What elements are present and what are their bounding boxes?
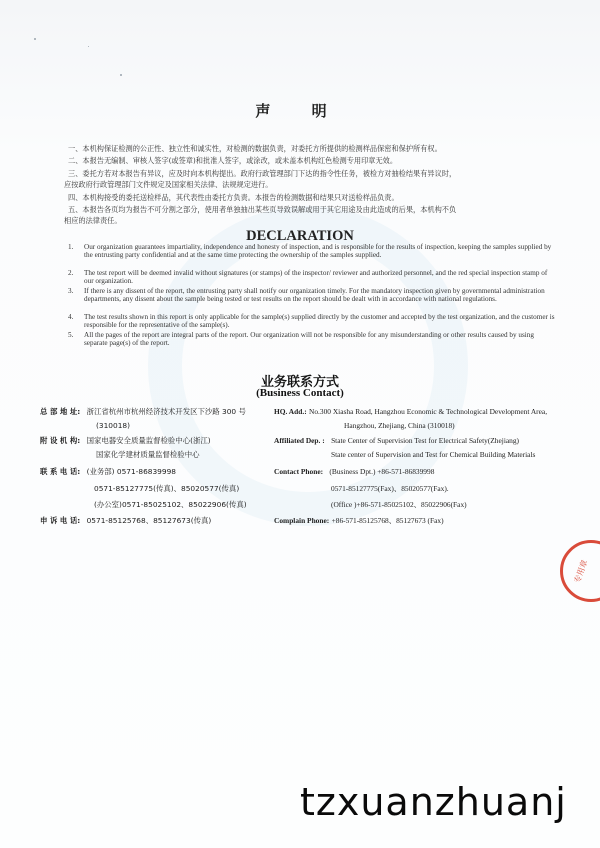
item-number: 3. — [68, 287, 74, 295]
scan-speck — [88, 46, 89, 47]
affiliated-en-2: State center of Supervision and Test for Chemical Building Materials — [331, 450, 536, 459]
item-text: If there is any dissent of the report, the entrusting party shall notify our organization timely. For the mandatory inspection given by governmental administration departments, any dissent about the sample being tested or test results on the report should be dealt with in accordance with national regulations. — [84, 287, 545, 303]
complain-label-en: Complain Phone: — [274, 516, 330, 525]
statement-line: 相应的法律责任。 — [64, 216, 122, 225]
hq-address-en-2: Hangzhou, Zhejiang, China (310018) — [344, 421, 455, 430]
item-text: Our organization guarantees impartiality, independence and honesty of inspection, and is responsible for the results of inspection, keeping the samples supplied by the entrusting party confidential and at the same time protecting the ownership of the samples supplied. — [84, 243, 552, 259]
contact-cn-2: 0571-85127775(传真)、85020577(传真) — [94, 484, 240, 493]
complain-phone-cn-row — [40, 516, 211, 526]
hq-address-en-row — [274, 407, 547, 417]
item-text: All the pages of the report are integral parts of the report. Our organization will not be responsible for any misunderstanding or other results caused by using separate page(s) of the report. — [84, 331, 534, 347]
statement-line: 四、本机构接受的委托送检样品，其代表性由委托方负责。本报告的检测数据和结果只对送检样品负责。 — [68, 193, 399, 202]
affiliated-en-row — [274, 436, 519, 446]
affiliated-label-cn: 附 设 机 构: — [40, 436, 81, 445]
watermark-text: tzxuanzhuanj — [300, 780, 567, 824]
statement-line: 应按政府行政管理部门文件规定及国家相关法律、法规规定进行。 — [64, 180, 273, 189]
contact-en-1: (Business Dpt.) +86-571-86839998 — [329, 467, 435, 476]
stamp-text: 专用章 — [572, 558, 590, 585]
scan-speck — [120, 74, 122, 76]
item-number: 5. — [68, 331, 74, 339]
declaration-item — [68, 243, 556, 269]
complain-en: +86-571-85125768、85127673 (Fax) — [331, 516, 444, 525]
item-number: 2. — [68, 269, 74, 277]
statement-line: 三、委托方若对本报告有异议，应及时向本机构提出。政府行政管理部门下达的指令性任务，被检方对抽检结果有异议时， — [68, 169, 457, 178]
declaration-item — [68, 287, 556, 313]
item-number: 4. — [68, 313, 74, 321]
affiliated-en-1: State Center of Supervision Test for Electrical Safety(Zhejiang) — [331, 436, 520, 445]
contact-cn-3: (办公室)0571-85025102、85022906(传真) — [94, 500, 247, 509]
declaration-item — [68, 269, 556, 287]
affiliated-cn-row — [40, 436, 211, 446]
hq-label-en: HQ. Add.: — [274, 407, 307, 416]
complain-label-cn: 申 诉 电 话: — [40, 516, 81, 525]
business-contact-title-en: (Business Contact) — [256, 387, 344, 399]
business-contact-title-cn: 业务联系方式 — [260, 375, 339, 390]
statement-title: 声 明 — [255, 102, 345, 120]
contact-cn-1: (业务部) 0571-86839998 — [86, 467, 176, 476]
hq-address-cn: 浙江省杭州市杭州经济技术开发区下沙路 300 号 — [86, 407, 246, 416]
declaration-item — [68, 313, 556, 331]
declaration-item — [68, 331, 556, 349]
contact-en-2: 0571-85127775(Fax)、85020577(Fax). — [331, 484, 449, 493]
complain-phone-en-row — [274, 516, 444, 526]
statement-line: 二、本报告无编制、审核人签字(或签章)和批准人签字，或涂改，或未盖本机构红色检测专用印章无效。 — [68, 156, 398, 165]
statement-line: 五、本报告各页均为报告不可分割之部分，使用者单独抽出某些页导致误解或用于其它用途及由此造成的后果，本机构不负 — [68, 205, 457, 214]
hq-postcode-cn: (310018) — [96, 421, 130, 430]
hq-address-en: No.300 Xiasha Road, Hangzhou Economic & Technological Development Area, — [309, 407, 548, 416]
affiliated-label-en: Affiliated Dep. : — [274, 436, 325, 445]
hq-address-cn-row — [40, 407, 246, 417]
contact-en-3: (Office )+86-571-85025102、85022906(Fax) — [331, 500, 467, 509]
complain-cn: 0571-85125768、85127673(传真) — [86, 516, 212, 525]
contact-phone-en-row — [274, 467, 434, 477]
affiliated-cn-1: 国家电器安全质量监督检验中心(浙江) — [86, 436, 211, 445]
scan-speck — [34, 38, 36, 40]
item-text: The test report will be deemed invalid without signatures (or stamps) of the inspector/ reviewer and authorized personnel, and the red special inspection stamp of our organization. — [84, 269, 548, 285]
item-text: The test results shown in this report is only applicable for the sample(s) supplied directly by the customer and accepted by the test organization, and the customer is responsible for the representative of the sample(s). — [84, 313, 555, 329]
contact-label-en: Contact Phone: — [274, 467, 324, 476]
affiliated-cn-2: 国家化学建材质量监督检验中心 — [96, 450, 200, 459]
contact-phone-cn-row — [40, 467, 176, 477]
statement-line: 一、本机构保证检测的公正性、独立性和诚实性，对检测的数据负责，对委托方所提供的检测样品保密和保护所有权。 — [68, 144, 442, 153]
item-number: 1. — [68, 243, 74, 251]
contact-label-cn: 联 系 电 话: — [40, 467, 81, 476]
declaration-title: DECLARATION — [246, 228, 354, 244]
hq-label-cn: 总 部 地 址: — [40, 407, 81, 416]
